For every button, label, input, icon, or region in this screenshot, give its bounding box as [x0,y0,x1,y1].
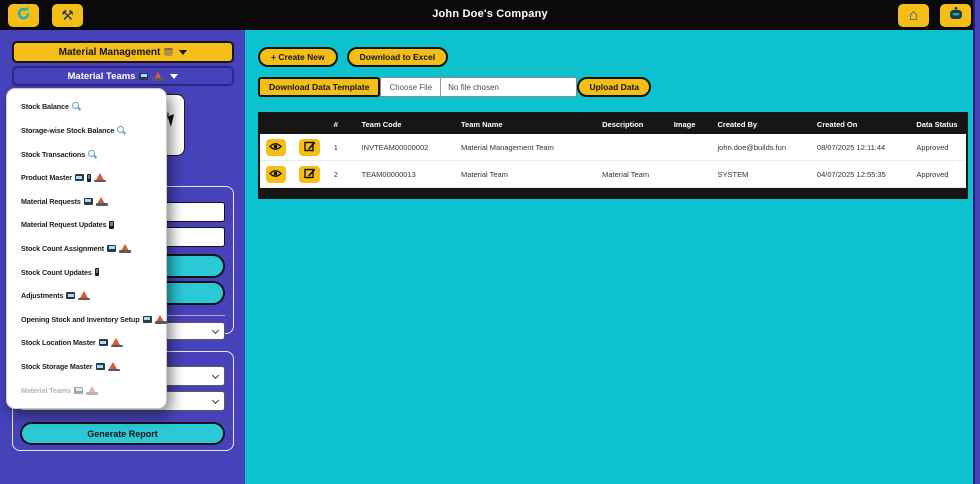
row-description: Material Team [602,169,650,179]
laptop-icon [84,198,93,205]
laptop-icon [74,387,83,394]
menu-item-label: Material Teams [21,385,71,395]
header-created-by: Created By [717,119,758,129]
toolbar-upload [258,77,651,97]
header-team-code: Team Code [361,119,402,129]
download-data-template-button[interactable]: Download Data Template [258,77,380,97]
scrollbar[interactable] [973,0,980,484]
row-data-status: Approved [916,142,949,152]
cursor-icon [167,114,177,127]
menu-item-label: Product Master [21,173,72,183]
menu-item-label: Stock Balance [21,102,69,112]
menu-item-label: Stock Count Assignment [21,243,104,253]
eye-icon [269,142,282,153]
row-team-name: Material Management Team [461,142,554,152]
laptop-icon [107,245,116,252]
laptop-icon [99,339,108,346]
company-title: John Doe's Company [432,8,548,20]
file-input[interactable] [380,77,577,97]
table-header-row [260,114,966,134]
row-data-status: Approved [916,169,949,179]
robot-icon [948,6,964,25]
edit-row-button[interactable] [299,166,320,183]
mobile-icon [95,268,100,276]
menu-item-label: Stock Transactions [21,149,86,159]
menu-item-adjustments[interactable] [7,284,166,308]
material-teams-label: Material Teams [67,70,136,82]
menu-item-stock-count-assignment[interactable] [7,237,166,261]
choose-file-button[interactable]: Choose File [381,78,441,96]
menu-item-material-request-updates[interactable] [7,213,166,237]
chevron-down-icon [212,396,219,403]
chevron-down-icon [212,371,219,378]
mobile-icon [109,221,114,229]
chevron-down-icon [212,326,219,333]
laptop-icon [143,316,152,323]
download-to-excel-button[interactable]: Download to Excel [347,47,449,67]
header-num: # [333,119,338,129]
volcano-icon [96,197,108,206]
row-created-on: 04/07/2025 12:55:35 [816,169,886,179]
main-content [245,30,974,484]
row-num: 1 [333,142,338,152]
top-bar [0,0,980,30]
basket-icon [164,48,173,56]
menu-item-label: Stock Count Updates [21,267,92,277]
material-management-label: Material Management [58,46,161,58]
toolbar-primary [258,47,448,67]
volcano-icon [108,362,120,371]
magnifier-icon [117,126,126,135]
hammer-icon: ⚒ [61,7,74,23]
menu-item-label: Stock Location Master [21,338,96,348]
menu-item-stock-transactions[interactable] [7,142,166,166]
volcano-icon [78,291,90,300]
menu-item-label: Stock Storage Master [21,362,93,371]
file-status-text: No file chosen [448,82,499,92]
material-management-menu [6,88,167,409]
home-button[interactable] [898,4,929,27]
menu-item-product-master[interactable] [7,166,166,190]
generate-report-label: Generate Report [87,428,158,439]
view-row-button[interactable] [266,139,286,156]
row-created-on: 08/07/2025 12:11:44 [816,142,886,152]
mobile-icon [87,174,92,182]
menu-item-label: Material Request Updates [21,220,107,230]
row-created-by: john.doe@builds.fun [717,142,786,152]
laptop-icon [139,73,148,80]
menu-item-opening-stock-and-inventory-setup[interactable] [7,307,166,331]
volcano-icon [119,244,131,253]
menu-item-label: Opening Stock and Inventory Setup [21,314,140,324]
edit-icon [304,167,316,181]
assistant-button[interactable] [940,4,971,27]
menu-item-label: Storage-wise Stock Balance [21,125,115,135]
eye-icon [269,169,282,180]
laptop-icon [66,292,75,299]
header-image: Image [673,119,696,129]
row-team-name: Material Team [461,169,508,179]
view-row-button[interactable] [266,166,286,183]
laptop-icon [75,174,84,181]
create-new-button[interactable]: + Create New [258,47,338,67]
menu-item-material-requests[interactable] [7,189,166,213]
teams-table [258,112,968,199]
header-description: Description [602,119,644,129]
header-team-name: Team Name [461,119,503,129]
menu-item-stock-balance[interactable] [7,95,166,119]
volcano-icon [155,315,167,324]
menu-item-stock-count-updates[interactable] [7,260,166,284]
row-team-code: INVTEAM00000002 [361,142,429,152]
menu-item-label: Material Requests [21,196,81,206]
menu-item-stock-storage-master[interactable] [7,355,166,379]
menu-item-label: Adjustments [21,291,64,301]
volcano-icon [94,173,106,182]
edit-icon [304,140,316,154]
magnifier-icon [72,102,81,111]
menu-item-storage-wise-stock-balance[interactable] [7,119,166,143]
material-management-dropdown-button[interactable] [12,41,234,63]
row-created-by: SYSTEM [717,169,749,179]
volcano-icon [86,386,98,395]
edit-row-button[interactable] [299,139,320,156]
material-teams-dropdown-button[interactable] [12,66,234,86]
menu-item-material-teams[interactable] [7,378,166,402]
row-team-code: TEAM00000013 [361,169,416,179]
generate-report-button[interactable] [20,422,225,445]
menu-item-stock-location-master[interactable] [7,331,166,355]
home-icon: ⌂ [908,6,919,24]
table-footer-bar [260,188,966,197]
header-created-on: Created On [816,119,858,129]
table-row [260,134,966,161]
row-num: 2 [333,169,338,179]
volcano-icon [152,72,164,81]
header-data-status: Data Status [916,119,958,129]
laptop-icon [96,363,105,370]
table-row [260,161,966,188]
chevron-down-icon [170,74,178,79]
magnifier-icon [88,150,97,159]
chevron-down-icon [179,50,187,55]
upload-data-button[interactable]: Upload Data [577,77,651,97]
volcano-icon [111,338,123,347]
